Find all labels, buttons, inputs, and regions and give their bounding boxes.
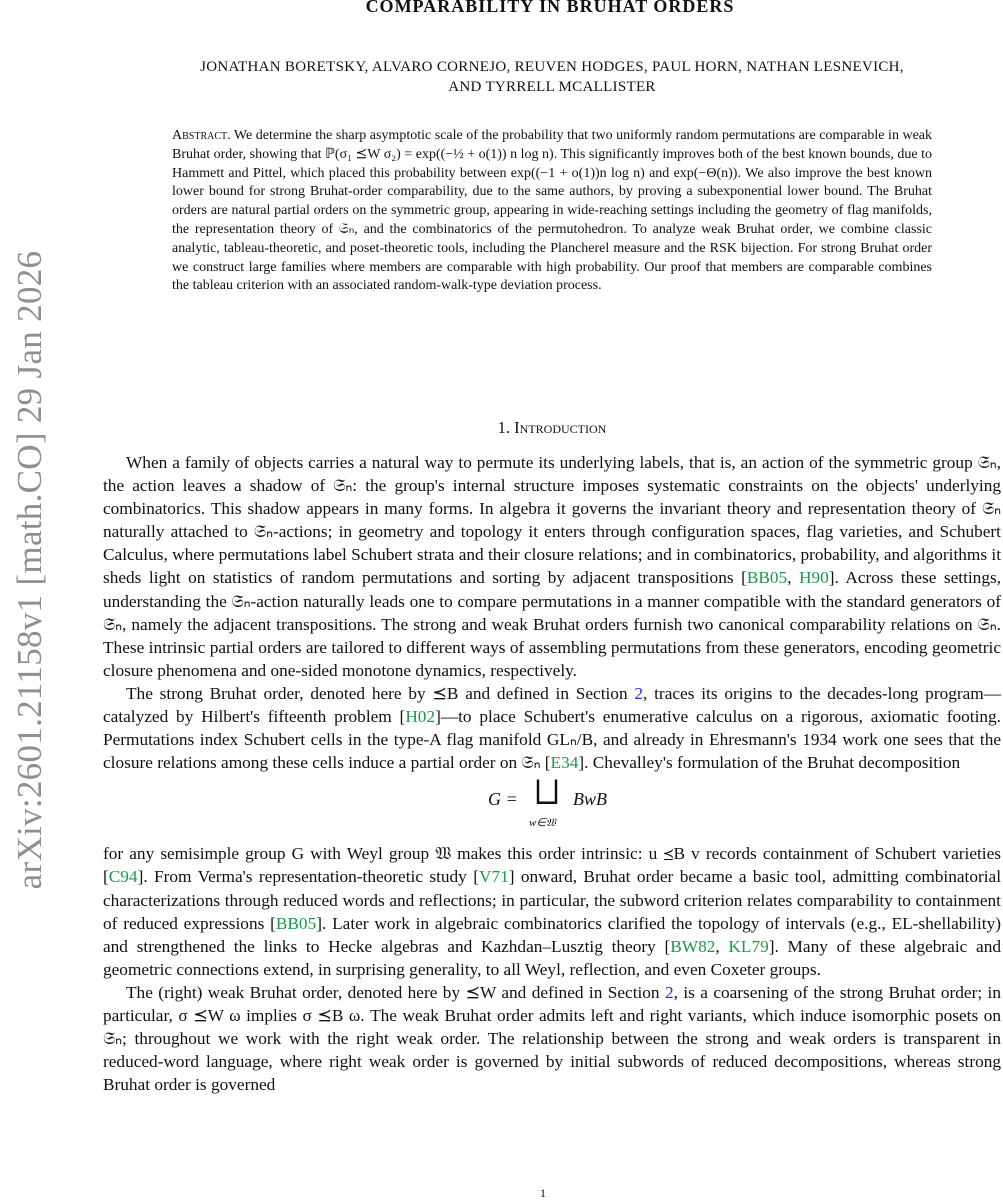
paragraph-2-text-a: The strong Bruhat order, denoted here by ⪯B and defined in Section	[126, 683, 635, 703]
paragraph-3-text-d: ]. Later work in algebraic combinatorics clarified the topology of intervals (e.g., EL-shellability) and strengthened the links to Hecke algebras and Kazhdan–Lusztig theory [	[103, 913, 1001, 956]
equation-rhs: BwB	[573, 789, 607, 810]
citation-v71[interactable]: V71	[478, 867, 509, 887]
paragraph-1-text-a: When a family of objects carries a natural way to permute its underlying labels, that is, an action of the symmetric group 𝔖ₙ, the action leaves a shadow of 𝔖ₙ: the group's internal structure imposes systematic constraints on the objects' underlying combinatorics. This shadow appears in many forms. In algebra it governs the invariant theory and representation theory of 𝔖ₙ naturally attached to 𝔖ₙ-actions; in geometry and topology it enters through configuration spaces, flag varieties, and Schubert Calculus, where permutations label Schubert strata and their closure relations; and in combinatorics, probability, and algorithms it sheds light on statistics of random permutations and sorting by adjacent transpositions	[103, 453, 1001, 588]
bruhat-decomposition-equation	[103, 775, 1001, 832]
abstract-text-2: This significantly improves both of the best known bounds, due to Hammett and Pittel, which placed this probability between exp((−1 + o(1))n log n) and exp(−Θ(n)). We also improve the best known lower bound for strong Bruhat-order comparability, due to the same authors, by proving a subexponential lower bound. The Bruhat orders are natural partial orders on the symmetric group, appearing in wide-reaching settings including the geometry of flag manifolds, the representation theory of 𝔖ₙ, and the combinatorics of the permutohedron. To analyze weak Bruhat order, we combine classic analytic, tableau-theoretic, and poset-theoretic tools, including the Plancherel measure and the RSK bijection. For strong Bruhat order we construct large families where members are comparable with high probability. Our proof that members are comparable combines the tableau criterion with an associated random-walk-type deviation process.	[172, 146, 932, 294]
citation-e34[interactable]: E34	[550, 753, 579, 773]
section-title: Introduction	[514, 418, 607, 437]
section-number: 1.	[497, 418, 511, 437]
disjoint-union-symbol: ⨆	[535, 775, 559, 809]
citation-h90[interactable]: H90	[799, 568, 829, 588]
paragraph-4-text-a: The (right) weak Bruhat order, denoted here by ⪯W and defined in Section	[126, 982, 665, 1002]
equation-lhs: G =	[488, 789, 518, 810]
paper-title: COMPARABILITY IN BRUHAT ORDERS	[365, 0, 735, 16]
paragraph-2-text-c: ]—to place Schubert's enumerative calculus on a rigorous, axiomatic footing. Permutations index Schubert cells in the type-A flag manifold GLₙ/B, and already in Ehresmann's 1934 work one sees that the closure relations among these cells induce a partial order on 𝔖ₙ [	[103, 707, 1001, 773]
arxiv-sidebar	[0, 0, 60, 1200]
paragraph-2-text-b: , traces its origins to the decades-long program—catalyzed by Hilbert's fifteenth problem [	[103, 683, 1002, 727]
paragraph-1: When a family of objects carries a natural way to permute its underlying labels, that is, an action of the symmetric group 𝔖ₙ, the action leaves a shadow of 𝔖ₙ: the group's internal structure imposes systematic constraints on the objects' underlying combinatorics. This shadow appears in many forms. In algebra it governs the invariant theory and representation theory of 𝔖ₙ naturally attached to 𝔖ₙ-actions; in geometry and topology it enters through configuration spaces, flag varieties, and Schubert Calculus, where permutations label Schubert strata and their closure relations; and in combinatorics, probability, and algorithms it sheds light on statistics of random permutations and sorting by adjacent transpositions [BB05, H90]. Across these settings, understanding the 𝔖ₙ-action naturally leads one to compare permutations in a manner compatible with the standard generators of 𝔖ₙ, namely the adjacent transpositions. The strong and weak Bruhat orders furnish two canonical comparability relations on 𝔖ₙ. These intrinsic partial orders are tailored to different ways of assembling permutations from these generators, encoding geometric closure phenomena and one-sided monotone dynamics, respectively.	[103, 453, 1002, 680]
abstract-text-1: We determine the sharp asymptotic scale of the probability that two uniformly random permutations are comparable in weak Bruhat order, showing that ℙ(σ₁ ⪯W σ₂) = exp((−½ + o(1)) n log n).	[172, 128, 933, 162]
paragraph-4	[103, 981, 1001, 1096]
paragraph-3-text-b: ]. From Verma's representation-theoretic study [	[137, 867, 479, 887]
paragraph-1-text-b: ]. Across these settings, understanding the 𝔖ₙ-action naturally leads one to compare permutations in a manner compatible with the standard generators of 𝔖ₙ, namely the adjacent transpositions. The strong and weak Bruhat orders furnish two canonical comparability relations on 𝔖ₙ. These intrinsic partial orders are tailored to different ways of assembling permutations from these generators, encoding geometric closure phenomena and one-sided monotone dynamics, respectively.	[103, 568, 1002, 680]
citation-kl79[interactable]: KL79	[728, 936, 769, 956]
abstract	[172, 127, 932, 296]
paragraph-3-text-a: for any semisimple group G with Weyl group 𝔚 makes this order intrinsic: u ⪯B v records containment of Schubert varieties [	[103, 844, 1001, 887]
paragraph-2-text-d: ]. Chevalley's formulation of the Bruhat decomposition	[578, 753, 961, 773]
abstract-label: Abstract.	[172, 128, 231, 143]
paragraph-2	[103, 682, 1001, 774]
paragraph-3-text-e: ]. Many of these algebraic and geometric connections extend, in surprising generality, to all Weyl, reflection, and even Coxeter groups.	[103, 936, 1002, 979]
section-2-link[interactable]: 2	[634, 683, 644, 703]
section-heading	[100, 418, 1003, 438]
citation-c94[interactable]: C94	[108, 867, 138, 887]
authors-line-2: AND TYRRELL MCALLISTER	[448, 79, 656, 95]
citation-bb05-2[interactable]: BB05	[275, 913, 317, 933]
paragraph-3: for any semisimple group G with Weyl group 𝔚 makes this order intrinsic: u ⪯B v records containment of Schubert varieties [C94]. From Verma's representation-theoretic study [V71] onward, Bruhat order became a basic tool, admitting combinatorial characterizations through reduced words and reflections; in particular, the subword criterion relates comparability to containment of reduced expressions [BB05]. Later work in algebraic combinatorics clarified the topology of intervals (e.g., EL-shellability) and strengthened the links to Hecke algebras and Kazhdan–Lusztig theory [BW82, KL79]. Many of these algebraic and geometric connections extend, in surprising generality, to all Weyl, reflection, and even Coxeter groups.	[103, 844, 1002, 979]
paragraph-4-text-b: , is a coarsening of the strong Bruhat order; in particular, σ ⪯W ω implies σ ⪯B ω. The weak Bruhat order admits left and right variants, which induce isomorphic posets on 𝔖ₙ; throughout we work with the right weak order. The relationship between the strong and weak orders is transparent in reduced-word language, where right weak order is governed by initial subwords of reduced decompositions, whereas strong Bruhat order is governed	[103, 982, 1001, 1095]
authors-line-1: JONATHAN BORETSKY, ALVARO CORNEJO, REUVEN HODGES, PAUL HORN, NATHAN LESNEVICH,	[200, 59, 904, 75]
body-text	[103, 451, 1001, 1096]
section-2-link-2[interactable]: 2	[664, 982, 674, 1002]
citation-bw82[interactable]: BW82	[670, 936, 716, 956]
arxiv-identifier: arXiv:2601.21158v1 [math.CO] 29 Jan 2026	[10, 250, 49, 890]
citation-h02[interactable]: H02	[405, 707, 436, 727]
page-number: 1	[540, 1186, 546, 1200]
paragraph-3-text-c: ] onward, Bruhat order became a basic tool, admitting combinatorial characterizations through reduced words and reflections; in particular, the subword criterion relates comparability to containment of reduced expressions [	[103, 867, 1001, 933]
equation-subscript: w∈𝔚	[529, 817, 556, 830]
author-list	[100, 57, 1003, 97]
citation-bb05[interactable]: BB05	[746, 568, 788, 588]
